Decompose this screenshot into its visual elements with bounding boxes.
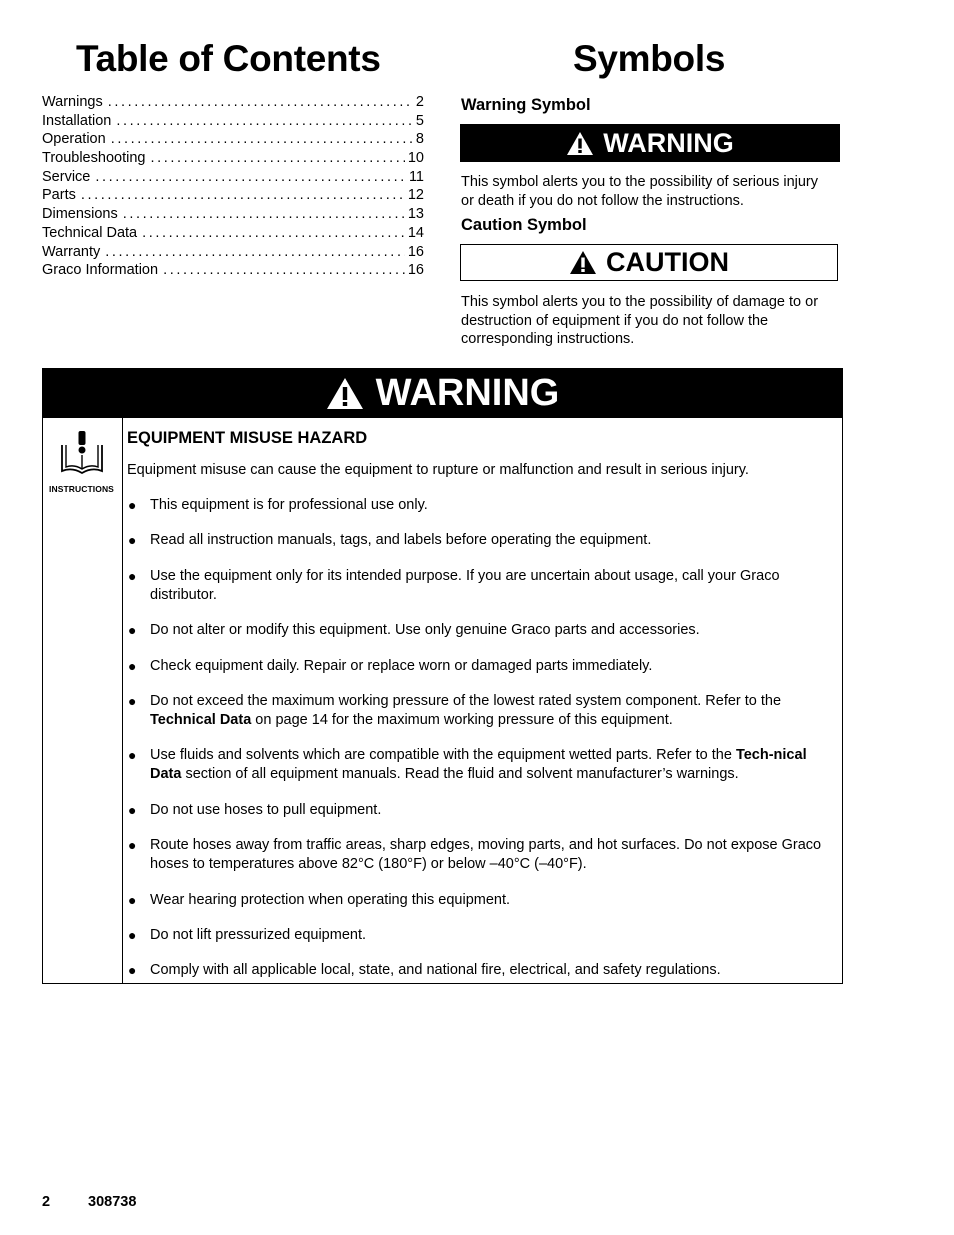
- toc-entry-page: 16: [407, 262, 424, 279]
- hazard-bullet-list: [127, 496, 832, 980]
- hazard-bullet-item: [127, 657, 832, 676]
- warning-table-header: [43, 369, 842, 418]
- bullet-text: Do not lift pressurized equipment.: [150, 926, 366, 943]
- bullet-text: Do not alter or modify this equipment. Use only genuine Graco parts and accessories.: [150, 622, 700, 639]
- hazard-bullet-item: [127, 621, 832, 640]
- bullet-dot: ●: [128, 747, 137, 764]
- toc-entry-page: 14: [407, 224, 424, 241]
- caution-triangle-icon: [569, 250, 597, 275]
- bullet-bold-reference: Technical Data: [150, 711, 252, 728]
- caution-symbol-label: CAUTION: [606, 247, 729, 277]
- bullet-text: Do not use hoses to pull equipment.: [150, 801, 382, 818]
- hazard-bullet-item: [127, 891, 832, 910]
- toc-entry-label: Operation: [42, 131, 106, 148]
- toc-leader-dots: [123, 206, 405, 222]
- toc-entry[interactable]: [42, 94, 424, 113]
- hazard-bullet-item: [127, 531, 832, 550]
- bullet-text: Use fluids and solvents which are compatible with the equipment wetted parts. Refer to the: [150, 747, 736, 764]
- bullet-dot: ●: [128, 692, 137, 709]
- hazard-bullet-item: [127, 961, 832, 980]
- toc-leader-dots: [108, 94, 413, 110]
- toc-entry-page: 13: [407, 206, 424, 223]
- toc-entry[interactable]: [42, 131, 424, 150]
- toc-entry-label: Graco Information: [42, 262, 159, 279]
- caution-symbol-banner: [460, 244, 838, 281]
- toc-leader-dots: [105, 244, 405, 260]
- toc-leader-dots: [150, 150, 404, 166]
- toc-entry-page: 16: [407, 243, 424, 260]
- toc-leader-dots: [163, 262, 405, 278]
- bullet-text: Use the equipment only for its intended purpose. If you are uncertain about usage, call your Graco distributor.: [150, 567, 780, 603]
- bullet-text: Wear hearing protection when operating this equipment.: [150, 891, 511, 908]
- hazard-icon-column: [43, 418, 123, 983]
- bullet-text: Check equipment daily. Repair or replace worn or damaged parts immediately.: [150, 657, 653, 674]
- toc-entry-label: Parts: [42, 187, 76, 204]
- warning-table-label: WARNING: [375, 372, 560, 414]
- symbols-title: Symbols: [573, 38, 726, 79]
- toc-entry-label: Warnings: [42, 94, 103, 110]
- toc-entry-label: Troubleshooting: [42, 150, 146, 167]
- warning-symbol-label: WARNING: [603, 127, 734, 158]
- toc-entry-label: Dimensions: [42, 206, 118, 223]
- toc-entry[interactable]: [42, 225, 424, 244]
- toc-leader-dots: [116, 113, 413, 129]
- toc-entry-label: Service: [42, 168, 91, 185]
- toc-entry[interactable]: [42, 150, 424, 169]
- bullet-dot: ●: [128, 801, 137, 818]
- bullet-text: Comply with all applicable local, state, and national fire, electrical, and safety regulations.: [150, 962, 721, 979]
- toc-entry-page: 5: [415, 112, 424, 129]
- bullet-dot: ●: [128, 926, 137, 943]
- toc-entry[interactable]: [42, 262, 424, 281]
- toc-entry-page: 2: [415, 94, 424, 110]
- equipment-misuse-warning-table: [42, 368, 843, 984]
- document-number: 308738: [88, 1194, 137, 1210]
- hazard-bullet-item: [127, 836, 832, 874]
- toc-entry[interactable]: [42, 169, 424, 188]
- bullet-text: Route hoses away from traffic areas, sharp edges, moving parts, and hot surfaces. Do not expose Graco hoses to temperatures above 82°C (180°F) or below –40°C (–40°F).: [150, 837, 822, 873]
- toc-title: Table of Contents: [76, 38, 381, 79]
- toc-entry[interactable]: [42, 113, 424, 132]
- toc-leader-dots: [111, 131, 413, 147]
- bullet-dot: ●: [128, 497, 137, 513]
- bullet-dot: ●: [128, 532, 137, 549]
- toc-leader-dots: [142, 225, 405, 241]
- toc-leader-dots: [95, 169, 406, 185]
- warning-triangle-icon: [566, 131, 594, 156]
- warning-symbol-heading: Warning Symbol: [461, 96, 591, 114]
- instruction-icon-caption: INSTRUCTIONS: [49, 484, 114, 494]
- bullet-text: on page 14 for the maximum working pressure of this equipment.: [251, 711, 673, 728]
- toc-entry-page: 12: [407, 187, 424, 204]
- page-number: 2: [42, 1194, 51, 1210]
- toc-entry-page: 8: [415, 131, 424, 148]
- warning-symbol-banner: [460, 124, 840, 162]
- toc-entry-page: 11: [408, 168, 424, 185]
- bullet-text: This equipment is for professional use only.: [150, 497, 428, 513]
- hazard-intro: Equipment misuse can cause the equipment to rupture or malfunction and result in serious injury.: [127, 462, 749, 478]
- toc-entry-page: 10: [407, 150, 424, 167]
- hazard-bullet-item: [127, 746, 832, 784]
- toc-leader-dots: [81, 187, 405, 203]
- bullet-bold-reference: Tech-nical Data: [150, 747, 807, 783]
- warning-triangle-icon: [326, 377, 364, 410]
- caution-symbol-heading: Caution Symbol: [461, 216, 587, 234]
- hazard-bullet-item: [127, 801, 832, 820]
- bullet-text: Do not exceed the maximum working pressure of the lowest rated system component. Refer to the: [150, 692, 782, 709]
- toc-entry-label: Technical Data: [42, 224, 138, 241]
- hazard-bullet-item: [127, 496, 832, 515]
- bullet-dot: ●: [128, 622, 137, 639]
- toc-entry-label: Installation: [42, 112, 112, 129]
- bullet-dot: ●: [128, 657, 137, 674]
- hazard-bullet-item: [127, 926, 832, 945]
- bullet-text: section of all equipment manuals. Read the fluid and solvent manufacturer’s warnings.: [181, 766, 739, 783]
- toc-entry[interactable]: [42, 244, 424, 263]
- bullet-dot: ●: [128, 962, 137, 979]
- toc-entry-label: Warranty: [42, 243, 101, 260]
- hazard-content: [127, 418, 832, 997]
- hazard-bullet-item: [127, 692, 832, 730]
- bullet-dot: ●: [128, 837, 137, 854]
- toc-entry[interactable]: [42, 206, 424, 225]
- toc-entry[interactable]: [42, 187, 424, 206]
- toc-list: [42, 94, 424, 281]
- instruction-book-icon: [59, 431, 105, 482]
- hazard-title: EQUIPMENT MISUSE HAZARD: [127, 429, 368, 447]
- bullet-dot: ●: [128, 891, 137, 908]
- hazard-bullet-item: [127, 567, 832, 605]
- bullet-dot: ●: [128, 567, 137, 584]
- warning-symbol-description: This symbol alerts you to the possibility of serious injury or death if you do not follow the instructions.: [461, 174, 819, 209]
- bullet-text: Read all instruction manuals, tags, and labels before operating the equipment.: [150, 532, 652, 549]
- caution-symbol-description: This symbol alerts you to the possibility of damage to or destruction of equipment if you do not follow the corresponding instructions.: [461, 294, 819, 347]
